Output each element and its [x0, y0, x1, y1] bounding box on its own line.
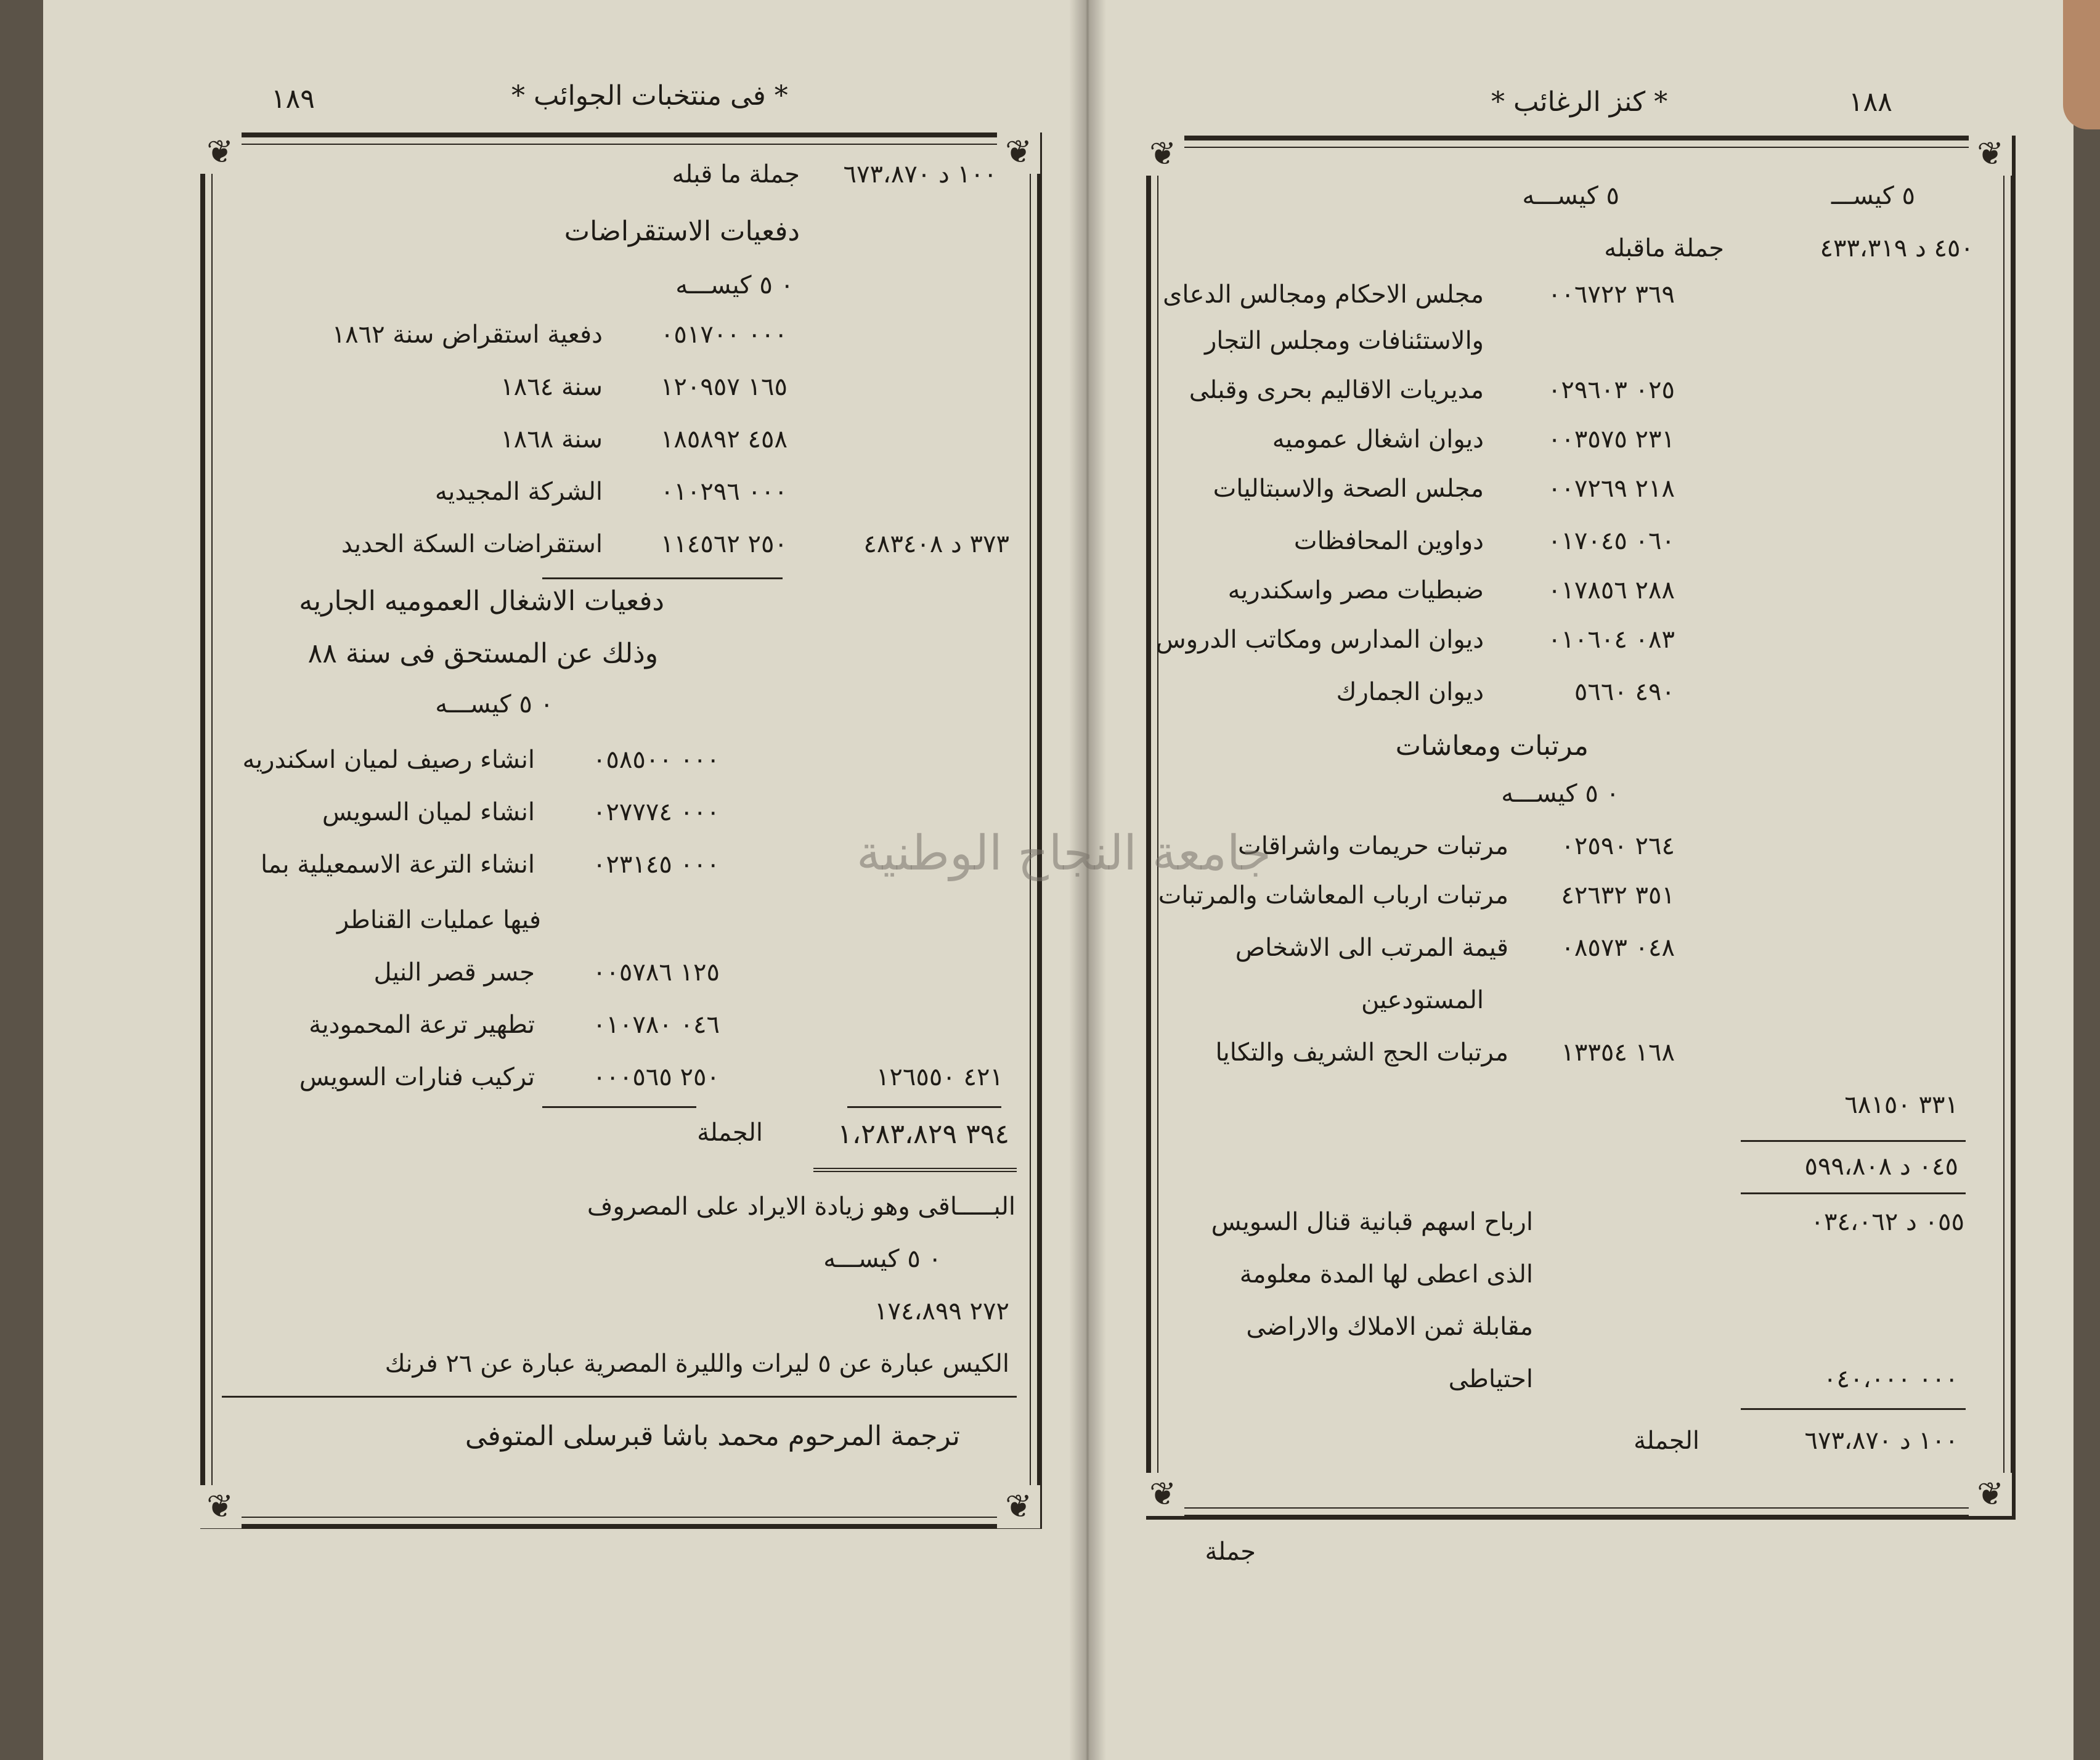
- section-subheading: وذلك عن المستحق فى سنة ٨٨: [307, 638, 658, 669]
- salary-amount: ١٦٨ ١٣٣٥٤: [1561, 1038, 1675, 1067]
- work-amount: ٠٠٠ ٠٥٨٥٠٠: [592, 746, 720, 774]
- item-amount: ٠٦٠ ٠١٧٠٤٥: [1547, 527, 1675, 555]
- loan-label: سنة ١٨٦٨: [500, 425, 603, 454]
- salary-label: قيمة المرتب الى الاشخاص: [1235, 934, 1508, 962]
- canal-amount: ٠٥٥ د ٠٣٤،٠٦٢: [1810, 1208, 1964, 1236]
- work-amount: ٠٤٦ ٠١٠٧٨٠: [592, 1011, 720, 1039]
- thumb: [2063, 0, 2100, 129]
- rule: [1741, 1192, 1966, 1194]
- item-amount: ٠٨٣ ٠١٠٦٠٤: [1547, 625, 1675, 654]
- work-label: فيها عمليات القناطر: [336, 906, 541, 934]
- item-label: ديوان اشغال عموميه: [1272, 425, 1484, 454]
- work-label: جسر قصر النيل: [373, 958, 535, 987]
- item-amount: ٢٨٨ ٠١٧٨٥٦: [1547, 576, 1675, 605]
- rule: [1741, 1408, 1966, 1410]
- corner-ornament: ❦: [1141, 1473, 1184, 1516]
- page-footer: ترجمة المرحوم محمد باشا قبرسلى المتوفى: [465, 1420, 960, 1452]
- work-label: انشاء رصيف لميان اسكندريه: [242, 746, 535, 774]
- units-label: ٠ ٥ كيســـه: [675, 271, 794, 299]
- running-subtotal: ٠٤٥ د ٥٩٩،٨٠٨: [1804, 1152, 1958, 1181]
- work-label: انشاء لميان السويس: [322, 798, 535, 826]
- canal-text: احتياطى: [1448, 1365, 1533, 1393]
- rule: [542, 1106, 696, 1108]
- carried-forward-label: جملة ما قبله: [672, 160, 800, 189]
- salary-amount: ٠٤٨ ٠٨٥٧٣: [1561, 934, 1675, 962]
- loan-amount: ٠٠٠ ٠١٠٢٩٦: [660, 478, 788, 506]
- rule: [847, 1106, 1001, 1108]
- item-label: والاستئنافات ومجلس التجار: [1204, 327, 1484, 355]
- salary-label: المستودعين: [1361, 986, 1484, 1014]
- work-amount: ١٢٥ ٠٠٥٧٨٦: [592, 958, 720, 987]
- corner-ornament: ❦: [198, 1485, 242, 1528]
- salaries-subtotal: ٣٣١ ٦٨١٥٠: [1844, 1091, 1958, 1119]
- item-amount: ٠٢٥ ٠٢٩٦٠٣: [1547, 376, 1675, 404]
- loan-amount: ٠٠٠ ٠٥١٧٠٠: [660, 320, 788, 349]
- canal-text: مقابلة ثمن الاملاك والاراضى: [1246, 1313, 1533, 1341]
- page-number-left: ١٨٩: [271, 83, 315, 115]
- salary-label: مرتبات الحج الشريف والتكايا: [1215, 1038, 1508, 1067]
- loans-total: ٣٧٣ د ٤٨٣٤٠٨: [863, 530, 1009, 558]
- loan-label: دفعية استقراض سنة ١٨٦٢: [332, 320, 603, 349]
- loan-label: استقراضات السكة الحديد: [341, 530, 603, 558]
- item-amount: ٣٦٩ ٠٠٦٧٢٢: [1547, 280, 1675, 309]
- corner-ornament: ❦: [1141, 132, 1184, 176]
- item-label: مديريات الاقاليم بحرى وقبلى: [1189, 376, 1484, 404]
- units-label: ٠ ٥ كيســـه: [435, 690, 553, 719]
- page-number-right: ١٨٨: [1849, 86, 1892, 118]
- item-label: ضبطيات مصر واسكندريه: [1227, 576, 1484, 605]
- section-heading-salaries: مرتبات ومعاشات: [1395, 730, 1589, 762]
- canal-text: الذى اعطى لها المدة معلومة: [1239, 1260, 1533, 1289]
- work-amount: ٠٠٠ ٠٢٣١٤٥: [592, 850, 720, 879]
- section-heading-works: دفعيات الاشغال العموميه الجاريه: [299, 585, 664, 617]
- work-label: انشاء الترعة الاسمعيلية بما: [261, 850, 535, 879]
- salary-amount: ٣٥١ ٤٢٦٣٢: [1561, 881, 1675, 910]
- corner-ornament: ❦: [997, 131, 1040, 174]
- page-total-amount: ١٠٠ د ٦٧٣،٨٧٠: [1804, 1427, 1958, 1455]
- item-label: ديوان المدارس ومكاتب الدروس: [1155, 625, 1484, 654]
- grand-total-amount: ٣٩٤ ١،٢٨٣،٨٢٩: [837, 1118, 1009, 1150]
- corner-ornament: ❦: [1969, 1473, 2012, 1516]
- loan-label: سنة ١٨٦٤: [500, 373, 603, 401]
- running-title-left: * فى منتخبات الجوائب *: [511, 80, 788, 112]
- rule: [1741, 1140, 1966, 1142]
- item-amount: ٤٩٠ ٥٦٦٠: [1574, 678, 1675, 706]
- catchword: جملة: [1205, 1538, 1256, 1566]
- section-heading-loans: دفعيات الاستقراضات: [564, 216, 800, 247]
- units-label: ٠ ٥ كيســـه: [1501, 780, 1619, 808]
- carried-forward-label: جملة ماقبله: [1604, 234, 1724, 263]
- watermark: جامعة النجاح الوطنية: [857, 826, 1271, 881]
- loan-amount: ٤٥٨ ١٨٥٨٩٢: [660, 425, 788, 454]
- work-label: تركيب فنارات السويس: [299, 1063, 535, 1091]
- balance-amount: ٢٧٢ ١٧٤،٨٩٩: [874, 1297, 1009, 1326]
- running-title-right: * كنز الرغائب *: [1491, 86, 1668, 118]
- item-label: مجلس الاحكام ومجالس الدعاى: [1163, 280, 1484, 309]
- page-total-label: الجملة: [1634, 1427, 1699, 1455]
- loan-amount: ٢٥٠ ١١٤٥٦٢: [660, 530, 788, 558]
- salary-label: مرتبات ارباب المعاشات والمرتبات: [1158, 881, 1508, 910]
- canal-text: ارباح اسهم قبانية قنال السويس: [1211, 1208, 1533, 1236]
- corner-ornament: ❦: [997, 1485, 1040, 1528]
- units-label: ٠ ٥ كيســـه: [823, 1245, 942, 1273]
- item-label: دواوين المحافظات: [1293, 527, 1484, 555]
- units-header: ٥ كيســـ: [1831, 182, 1915, 210]
- purse-note: الكيس عبارة عن ٥ ليرات والليرة المصرية عبارة عن ٢٦ فرنك: [385, 1350, 1009, 1378]
- double-rule: [813, 1168, 1017, 1172]
- units-header: ٥ كيســـه: [1522, 182, 1619, 210]
- work-label: تطهير ترعة المحمودية: [309, 1011, 535, 1039]
- rule: [222, 1396, 1017, 1398]
- salary-amount: ٢٦٤ ٠٢٥٩٠: [1561, 832, 1675, 860]
- carried-forward-amount: ٤٥٠ د ٤٣٣،٣١٩: [1820, 234, 1974, 263]
- loan-label: الشركة المجيديه: [434, 478, 603, 506]
- salary-label: مرتبات حريمات واشراقات: [1238, 832, 1508, 860]
- item-amount: ٢٣١ ٠٠٣٥٧٥: [1547, 425, 1675, 454]
- work-amount: ٠٠٠ ٠٢٧٧٧٤: [592, 798, 720, 826]
- corner-ornament: ❦: [1969, 132, 2012, 176]
- loan-amount: ١٦٥ ١٢٠٩٥٧: [660, 373, 788, 401]
- item-label: ديوان الجمارك: [1336, 678, 1484, 706]
- item-amount: ٢١٨ ٠٠٧٢٦٩: [1547, 475, 1675, 503]
- balance-line: البـــــاقى وهو زيادة الايراد على المصروف: [587, 1192, 1015, 1221]
- reserve-amount: ٠٠٠ ٠٤٠،٠٠٠: [1823, 1365, 1958, 1393]
- rule: [542, 577, 783, 579]
- works-total: ٤٢١ ١٢٦٥٥٠: [876, 1063, 1003, 1091]
- item-label: مجلس الصحة والاسبتاليات: [1213, 475, 1484, 503]
- work-amount: ٢٥٠ ٠٠٠٥٦٥: [592, 1063, 720, 1091]
- corner-ornament: ❦: [198, 131, 242, 174]
- carried-forward-amount: ١٠٠ د ٦٧٣،٨٧٠: [843, 160, 997, 189]
- grand-total-label: الجملة: [697, 1118, 763, 1147]
